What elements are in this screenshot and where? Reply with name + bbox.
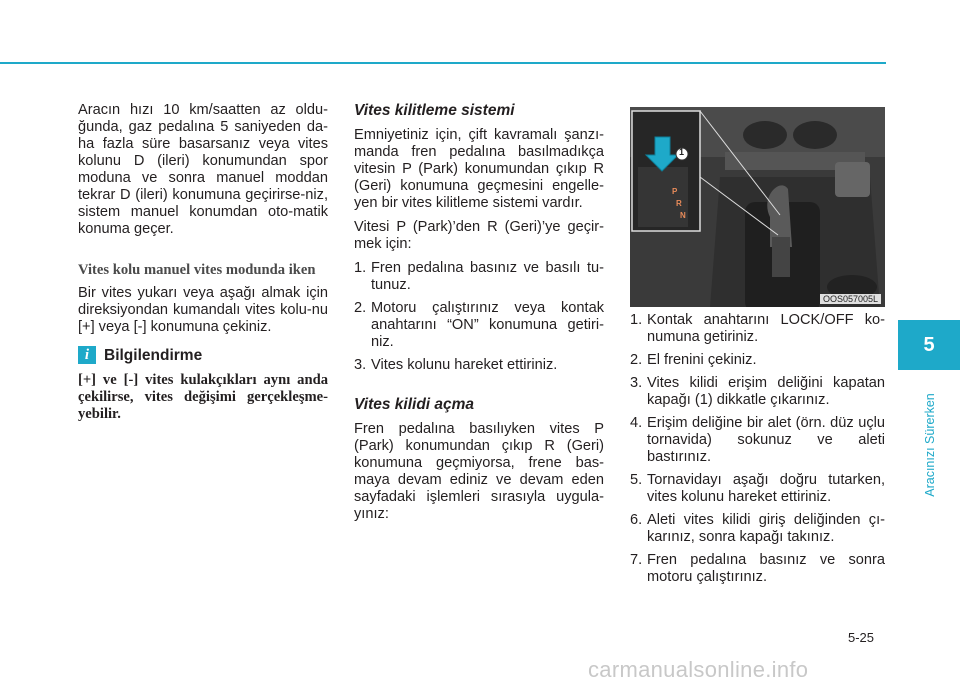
list-item: 3. Vites kilidi erişim deliğini kapatan kapağı (1) dikkatle çıkarınız.	[630, 375, 885, 408]
auto-mode-paragraph: Aracın hızı 10 km/saatten az oldu-ğunda, gaz pedalına 5 saniyeden da-ha fazla süre basarsanız veya vites kolunu D (ileri) konumundan spor moduna ve sonra manuel moddan tekrar D (ileri) konumuna geçirirse-niz, sistem manuel konumdan oto-matik konuma geçer.	[78, 102, 328, 237]
gear-letter-p: P	[672, 187, 678, 196]
manual-mode-subtitle: Vites kolu manuel vites modunda iken	[78, 262, 316, 278]
list-item: 7. Fren pedalına basınız ve sonra motoru çalıştırınız.	[630, 552, 885, 585]
list-item: 5. Tornavidayı aşağı doğru tutarken, vites kolunu hareket ettiriniz.	[630, 472, 885, 505]
callout-number: 1	[679, 147, 685, 157]
shift-lever-photo	[630, 107, 885, 307]
shift-lock-paragraph: Emniyetiniz için, çift kavramalı şanzı-manda fren pedalına basılmadıkça vitesin P (Park) konumundan çıkıp R (Geri) konumuna geçmesini engelle-yen bir vites kilitleme sistemi vardır.	[354, 127, 604, 211]
chapter-label: Aracınızı Sürerken	[923, 393, 937, 497]
list-item: 1. Kontak anahtarını LOCK/OFF ko-numuna getiriniz.	[630, 312, 885, 345]
gear-letter-n: N	[680, 211, 686, 220]
info-heading	[78, 346, 328, 364]
top-rule	[0, 62, 886, 64]
console-illustration	[630, 107, 885, 307]
photo-code: OOS057005L	[820, 294, 881, 304]
info-title: Bilgilendirme	[104, 346, 203, 364]
page-number: 5-25	[848, 630, 875, 645]
paddle-shift-paragraph: Bir vites yukarı veya aşağı almak için direksiyondan kumandalı vites kolu-nu [+] veya [-] konumuna çekiniz.	[78, 285, 328, 335]
list-item: 6. Aleti vites kilidi giriş deliğinden çı-karınız, sonra kapağı takınız.	[630, 512, 885, 545]
chapter-tab: 5	[898, 320, 960, 370]
release-steps	[630, 312, 885, 586]
list-item: 2. El frenini çekiniz.	[630, 352, 757, 368]
shift-lock-release-title: Vites kilidi açma	[354, 396, 475, 413]
watermark: carmanualsonline.info	[588, 657, 809, 682]
column-1	[78, 102, 328, 423]
info-text: [+] ve [-] vites kulakçıkları aynı anda çekilirse, vites değişimi gerçekleşme-yebilir.	[78, 372, 328, 422]
gear-letter-r: R	[676, 199, 682, 208]
column-3	[630, 312, 885, 592]
shift-lock-steps	[354, 260, 604, 374]
list-item: 3. Vites kolunu hareket ettiriniz.	[354, 357, 558, 373]
shift-lock-title: Vites kilitleme sistemi	[354, 102, 515, 119]
shift-lock-release-paragraph: Fren pedalına basılıyken vites P (Park) konumundan çıkıp R (Geri) konumuna geçmiyorsa, frene bas-maya devam ediniz ve devam eden sayfadaki işlemleri sırasıyla uygula-yınız:	[354, 421, 604, 522]
list-item: 1. Fren pedalına basınız ve basılı tu-tunuz.	[354, 260, 604, 293]
list-item: 4. Erişim deliğine bir alet (örn. düz uçlu tornavida) sokunuz ve aleti bastırınız.	[630, 415, 885, 465]
shift-lock-intro: Vitesi P (Park)’den R (Geri)’ye geçir-mek için:	[354, 219, 604, 252]
column-2	[354, 102, 604, 530]
info-icon: i	[78, 346, 96, 364]
list-item: 2. Motoru çalıştırınız veya kontak anahtarını “ON” konumuna getiri-niz.	[354, 300, 604, 350]
